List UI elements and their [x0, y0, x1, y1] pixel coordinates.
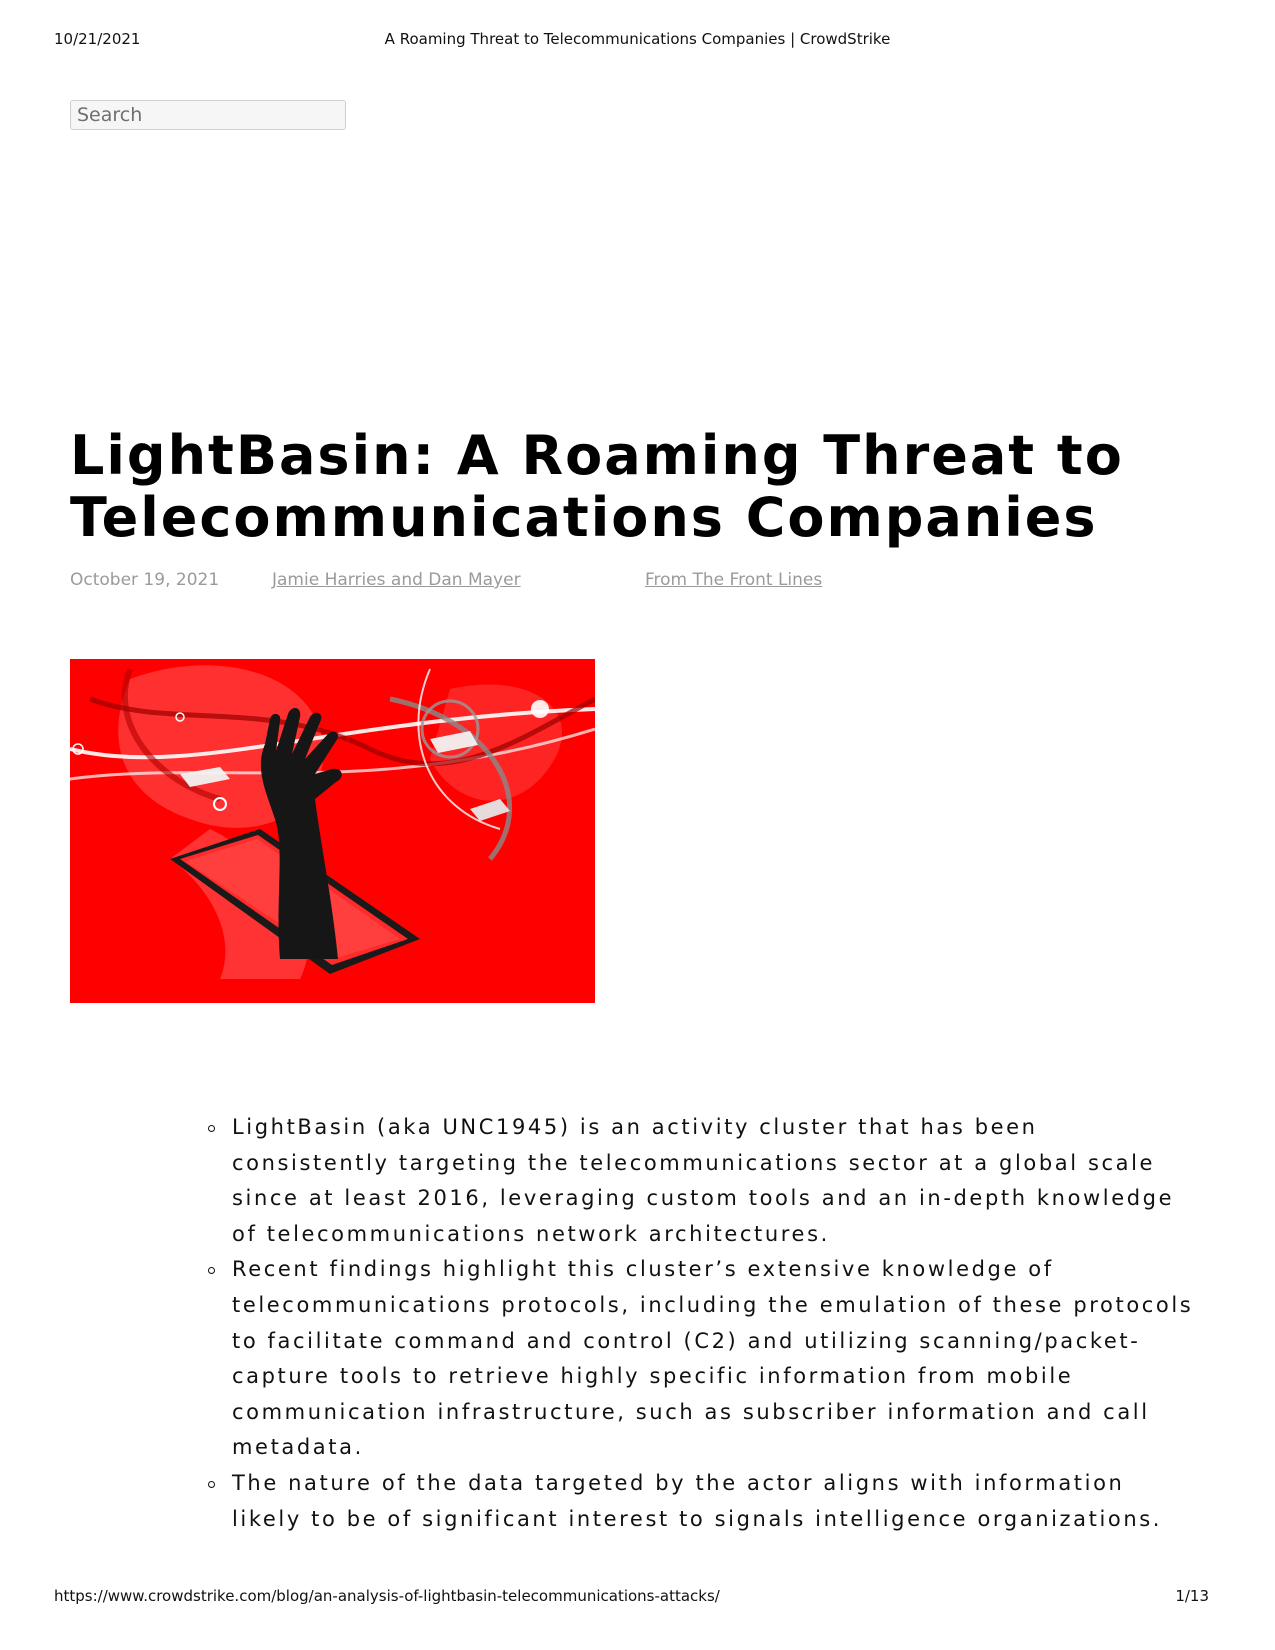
key-points-list — [200, 1110, 1200, 1537]
article-title — [70, 425, 1230, 549]
list-item-text: Recent findings highlight this cluster’s extensive knowledge of telecommunications protocols, including the emulation of these protocols to facilitate command and control (C2) and utilizing scanning/packet-capture tools to retrieve highly specific information from mobile communication infrastructure, such as subscriber information and call metadata. — [232, 1257, 1194, 1460]
article-title-line-2: Telecommunications Companies — [70, 486, 1098, 549]
bullet-circle-icon — [208, 1481, 215, 1488]
list-item — [200, 1252, 1200, 1466]
category-link[interactable]: From The Front Lines — [645, 570, 823, 590]
bullet-circle-icon — [208, 1125, 215, 1132]
list-item — [200, 1466, 1200, 1537]
page-number: 1/13 — [1175, 1587, 1209, 1605]
page-url: https://www.crowdstrike.com/blog/an-analysis-of-lightbasin-telecommunications-attacks/ — [54, 1587, 720, 1605]
bullet-circle-icon — [208, 1267, 215, 1274]
publish-date: October 19, 2021 — [70, 570, 220, 590]
list-item-text: The nature of the data targeted by the actor aligns with information likely to be of significant interest to signals intelligence organizations. — [232, 1470, 1163, 1531]
print-page-title: A Roaming Threat to Telecommunications Companies | CrowdStrike — [384, 30, 891, 48]
hand-from-phone-illustration — [70, 659, 595, 1003]
article-title-line-1: LightBasin: A Roaming Threat to — [70, 424, 1124, 487]
print-header — [0, 30, 1275, 52]
print-date: 10/21/2021 — [54, 30, 141, 48]
list-item — [200, 1110, 1200, 1252]
article-meta — [0, 570, 1275, 594]
search-input[interactable] — [70, 100, 346, 130]
hero-image — [70, 659, 595, 1003]
authors-link[interactable]: Jamie Harries and Dan Mayer — [272, 570, 521, 590]
list-item-text: LightBasin (aka UNC1945) is an activity cluster that has been consistently targeting the telecommunications sector at a global scale since at least 2016, leveraging custom tools and an in-depth knowledge of telecommunications network architectures. — [232, 1115, 1175, 1246]
